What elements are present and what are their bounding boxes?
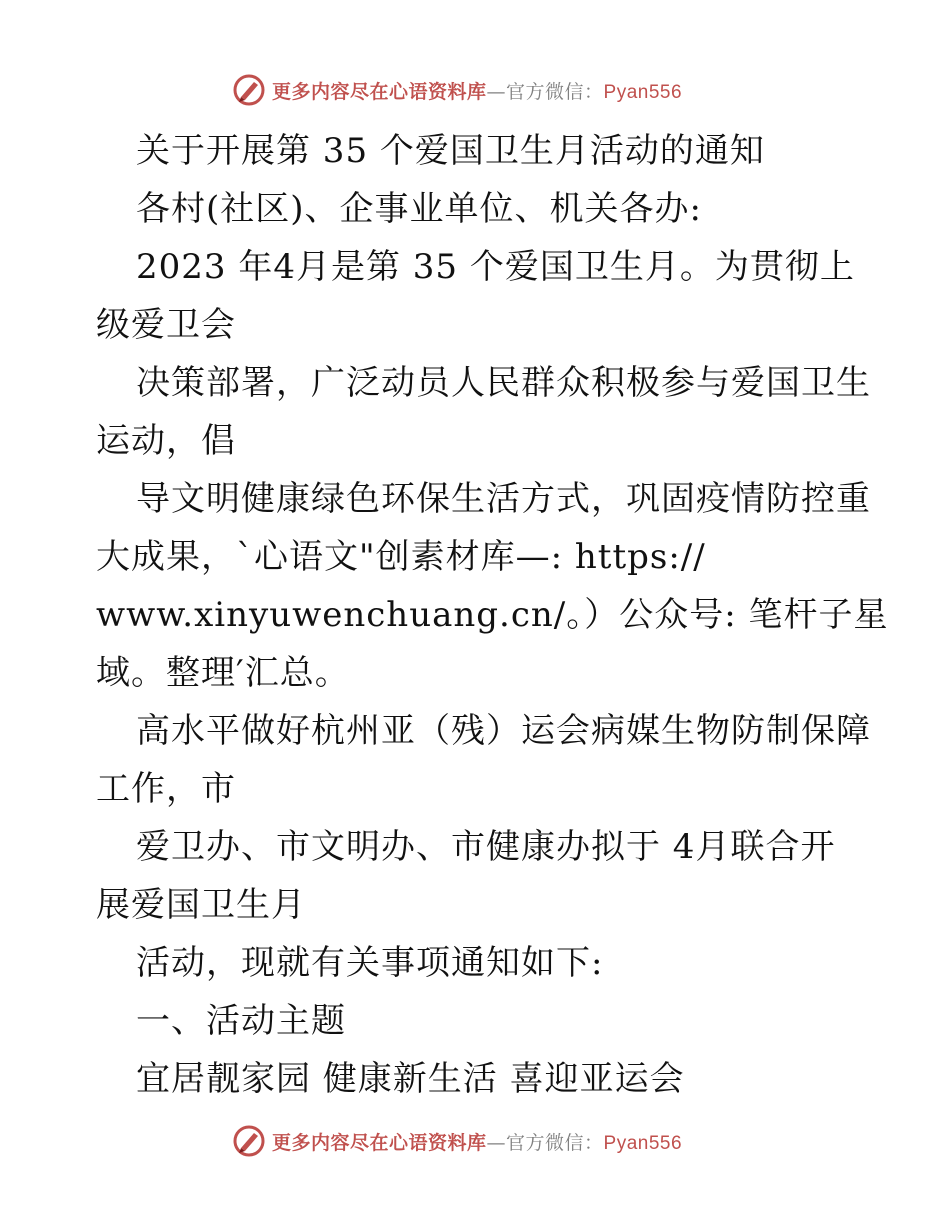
header-banner: [232, 70, 752, 110]
document-line: 一、活动主题: [136, 1001, 346, 1041]
document-line: 爱卫办、市文明办、市健康办拟于 4月联合开: [136, 827, 836, 867]
document-line: 高水平做好杭州亚（残）运会病媒生物防制保障: [136, 711, 871, 751]
banner-title: 更多内容尽在心语资料库: [272, 80, 487, 103]
document-line: 活动，现就有关事项通知如下:: [136, 943, 604, 983]
pen-logo-icon: [232, 1124, 266, 1158]
document-line: 级爱卫会: [96, 305, 236, 345]
pen-logo-icon: [232, 73, 266, 107]
document-line: 展爱国卫生月: [96, 885, 306, 925]
footer-banner: [232, 1121, 752, 1161]
document-line: www.xinyuwenchuang.cn/。）公众号: 笔杆子星: [96, 595, 889, 635]
document-line: 决策部署，广泛动员人民群众积极参与爱国卫生: [136, 363, 871, 403]
document-line: 运动，倡: [96, 421, 236, 461]
document-line: 关于开展第 35 个爱国卫生月活动的通知: [136, 131, 765, 171]
document-body: [96, 122, 889, 1108]
document-line: 2023 年4月是第 35 个爱国卫生月。为贯彻上: [136, 247, 855, 287]
document-line: 工作，市: [96, 769, 236, 809]
banner-text: [272, 77, 682, 104]
banner-wechat-id: Pyan556: [603, 81, 683, 103]
banner-wechat-id: Pyan556: [603, 1132, 683, 1154]
banner-title: 更多内容尽在心语资料库: [272, 1131, 487, 1154]
document-line: 大成果，`心语文"创素材库—: https://: [96, 537, 706, 577]
document-line: 宜居靓家园 健康新生活 喜迎亚运会: [136, 1059, 685, 1099]
banner-text: [272, 1128, 682, 1155]
banner-official-label: 官方微信：: [506, 80, 604, 103]
banner-dash: —: [486, 1131, 507, 1154]
document-line: 各村(社区)、企事业单位、机关各办:: [136, 189, 702, 229]
document-line: 导文明健康绿色环保生活方式，巩固疫情防控重: [136, 479, 871, 519]
banner-official-label: 官方微信：: [506, 1131, 604, 1154]
banner-dash: —: [486, 80, 507, 103]
document-line: 域。整理′汇总。: [96, 653, 350, 693]
